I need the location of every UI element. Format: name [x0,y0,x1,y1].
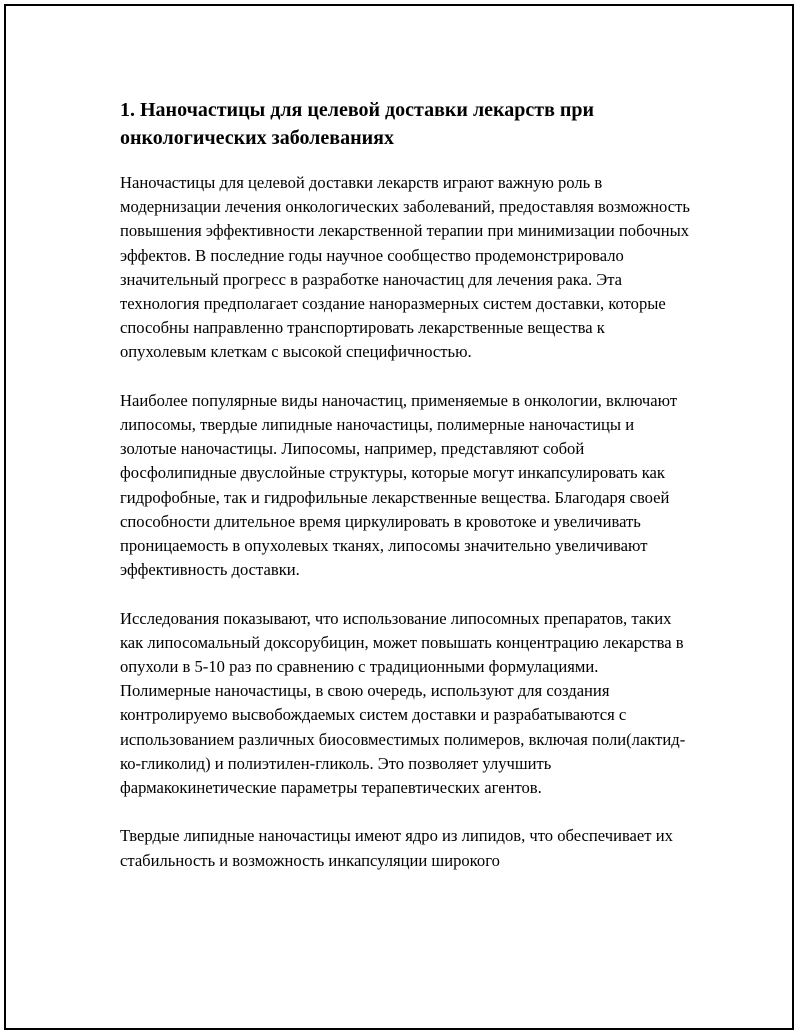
paragraph-4: Твердые липидные наночастицы имеют ядро из липидов, что обеспечивает их стабильность и возможность инкапсуляции широкого [120,826,673,870]
document-body [120,96,690,897]
paragraph-3: Исследования показывают, что использование липосомных препаратов, таких как липосомальный доксорубицин, может повышать концентрацию лекарства в опухоли в 5-10 раз по сравнению с традиционными формулациями. Полимерные наночастицы, в свою очередь, используют для создания контролируемо высвобождаемых систем доставки и разрабатываются с использованием различных биосовместимых полимеров, включая поли(лактид-ко-гликолид) и полиэтилен-гликоль. Это позволяет улучшить фармакокинетические параметры терапевтических агентов. [120,608,686,798]
paragraph-2: Наиболее популярные виды наночастиц, применяемые в онкологии, включают липосомы, твердые липидные наночастицы, полимерные наночастицы и золотые наночастицы. Липосомы, например, представляют собой фосфолипидные двуслойные структуры, которые могут инкапсулировать как гидрофобные, так и гидрофильные лекарственные вещества. Благодаря своей способности длительное время циркулировать в кровотоке и увеличивать проницаемость в опухолевых тканях, липосомы значительно увеличивают эффективность доставки. [120,390,678,580]
section-heading: 1. Наночастицы для целевой доставки лекарств при онкологических заболеваниях [120,99,595,149]
paragraph-1: Наночастицы для целевой доставки лекарств играют важную роль в модернизации лечения онкологических заболеваний, предоставляя возможность повышения эффективности лекарственной терапии при минимизации побочных эффектов. В последние годы научное сообщество продемонстрировало значительный прогресс в разработке наночастиц для лечения рака. Эта технология предполагает создание наноразмерных систем доставки, которые способны направленно транспортировать лекарственные вещества к опухолевым клеткам с высокой специфичностью. [120,173,690,362]
document-page [4,4,794,1030]
